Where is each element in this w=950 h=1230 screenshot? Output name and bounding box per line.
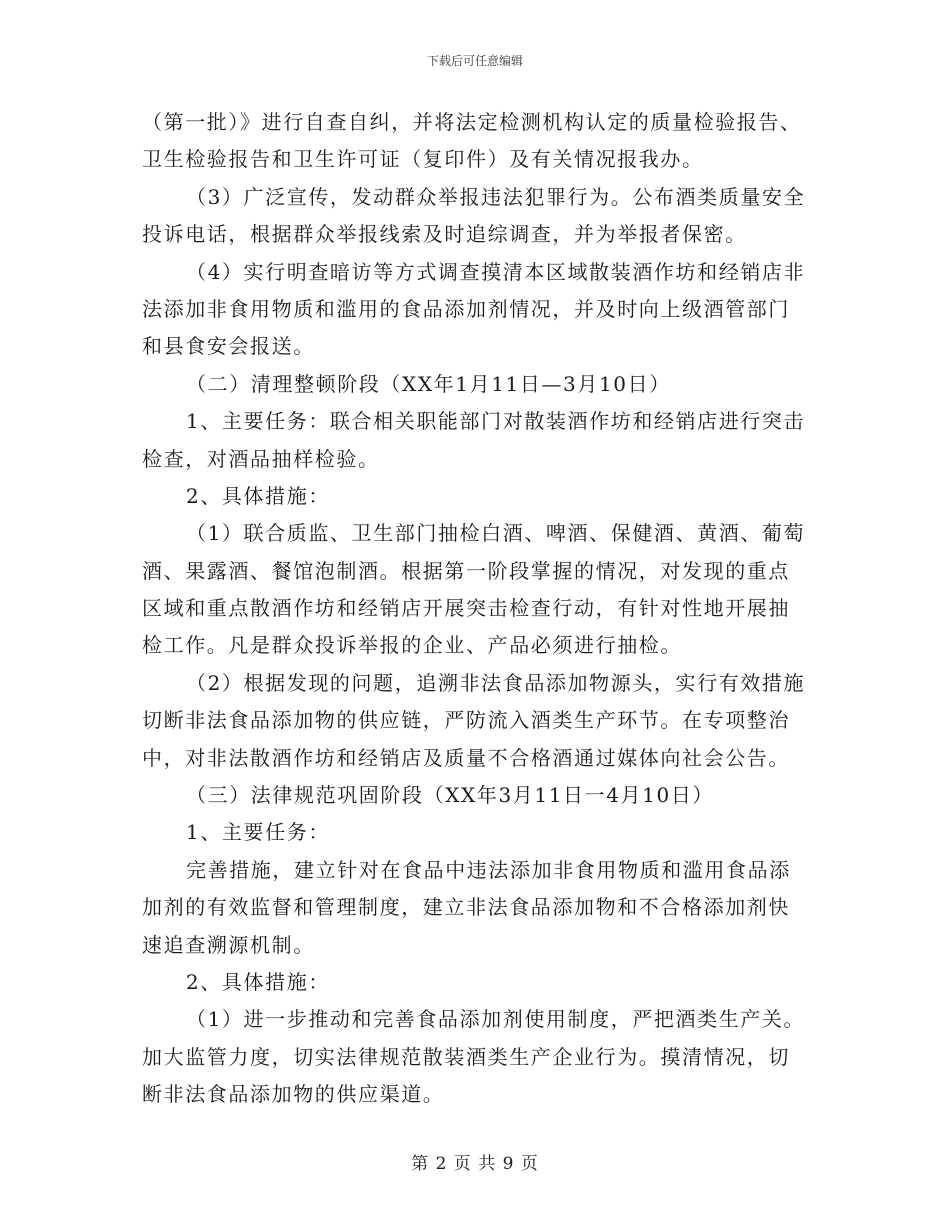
page-footer: 第 2 页 共 9 页 (411, 1154, 539, 1174)
text-line: 切断非法食品添加物的供应链，严防流入酒类生产环节。在专项整治 (142, 708, 790, 733)
text-line: （2）根据发现的问题，追溯非法食品添加物源头，实行有效措施 (186, 670, 806, 695)
text-line: 中，对非法散酒作坊和经销店及质量不合格酒通过媒体向社会公告。 (142, 745, 790, 770)
text-line: 和县食安会报送。 (142, 334, 315, 359)
text-line: 卫生检验报告和卫生许可证（复印件）及有关情况报我办。 (142, 147, 704, 172)
text-line: 完善措施，建立针对在食品中违法添加非食用物质和滥用食品添 (186, 857, 791, 882)
text-line: （3）广泛宣传，发动群众举报违法犯罪行为。公布酒类质量安全 (186, 184, 806, 209)
text-line: 1、主要任务：联合相关职能部门对散装酒作坊和经销店进行突击 (186, 409, 806, 434)
text-line: （4）实行明查暗访等方式调查摸清本区域散装酒作坊和经销店非 (186, 259, 806, 284)
text-line: 检查，对酒品抽样检验。 (142, 446, 380, 471)
text-line: 1、主要任务： (186, 820, 330, 845)
text-line: （1）联合质监、卫生部门抽检白酒、啤酒、保健酒、黄酒、葡萄 (186, 521, 806, 546)
text-line: 投诉电话，根据群众举报线索及时追综调查，并为举报者保密。 (142, 222, 747, 247)
text-line: 酒、果露酒、餐馆泡制酒。根据第一阶段掌握的情况，对发现的重点 (142, 558, 790, 583)
text-line: （1）进一步推动和完善食品添加剂使用制度，严把酒类生产关。 (186, 1007, 806, 1032)
text-line: 法添加非食用物质和滥用的食品添加剂情况，并及时向上级酒管部门 (142, 296, 790, 321)
document-body (142, 104, 810, 1114)
text-line: 加大监管力度，切实法律规范散装酒类生产企业行为。摸清情况，切 (142, 1044, 790, 1069)
text-line: 断非法食品添加物的供应渠道。 (142, 1082, 445, 1107)
text-line: （三）法律规范巩固阶段（XX年3月11日一4月10日） (186, 783, 715, 808)
text-line: 加剂的有效监督和管理制度，建立非法食品添加物和不合格添加剂快 (142, 895, 790, 920)
text-line: 区域和重点散酒作坊和经销店开展突击检查行动，有针对性地开展抽 (142, 596, 790, 621)
text-line: 速追查溯源机制。 (142, 932, 315, 957)
text-line: 检工作。凡是群众投诉举报的企业、产品必须进行抽检。 (142, 633, 682, 658)
text-line: 2、具体措施： (186, 483, 330, 508)
text-line: （二）清理整顿阶段（XX年1月11日—3月10日） (186, 371, 671, 396)
page-header: 下载后可任意编辑 (426, 54, 523, 68)
text-line: （第一批）》进行自查自纠，并将法定检测机构认定的质量检验报告、 (142, 110, 802, 134)
text-line: 2、具体措施： (186, 969, 330, 994)
